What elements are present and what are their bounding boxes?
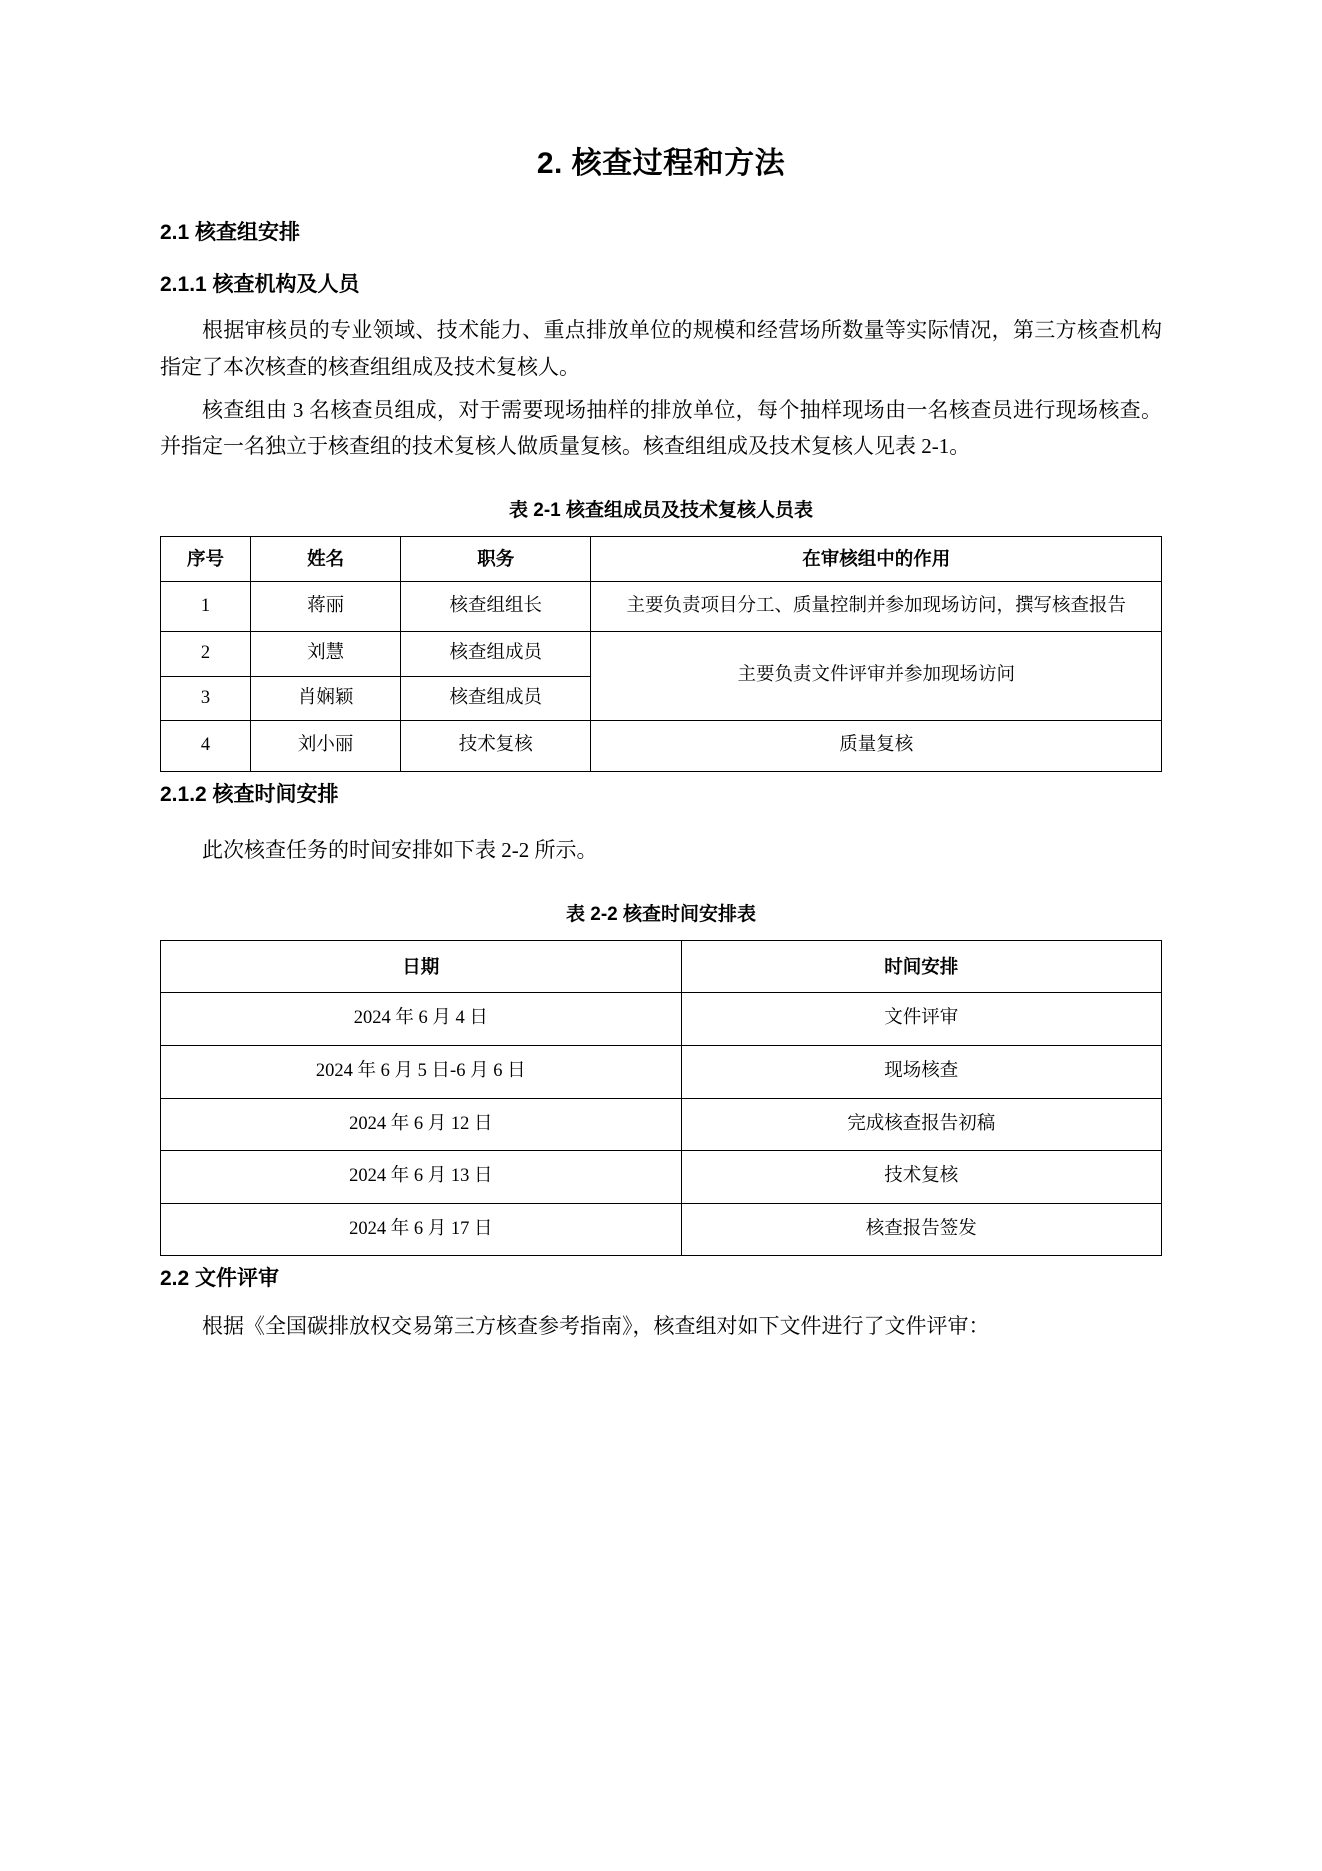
spacer	[160, 822, 1162, 832]
cell-arrangement: 文件评审	[681, 993, 1161, 1046]
cell-date: 2024 年 6 月 13 日	[161, 1151, 682, 1204]
th-arrangement: 时间安排	[681, 940, 1161, 993]
section-heading-2-1: 2.1 核查组安排	[160, 221, 301, 244]
audit-team-table	[160, 536, 1162, 772]
cell-arrangement: 完成核查报告初稿	[681, 1098, 1161, 1151]
th-role: 在审核组中的作用	[591, 537, 1162, 582]
table-row	[161, 1045, 1162, 1098]
table-row	[161, 1151, 1162, 1204]
paragraph-2-1-1-b: 核查组由 3 名核查员组成，对于需要现场抽样的排放单位，每个抽样现场由一名核查员进行现场核查。并指定一名独立于核查组的技术复核人做质量复核。核查组组成及技术复核人见表 2-1。	[160, 397, 1162, 459]
table-row	[161, 1203, 1162, 1256]
cell-date: 2024 年 6 月 17 日	[161, 1203, 682, 1256]
paragraph-2-1-2-a: 此次核查任务的时间安排如下表 2-2 所示。	[202, 837, 598, 862]
table-row	[161, 632, 1162, 677]
cell-no: 4	[161, 721, 251, 772]
cell-position: 技术复核	[401, 721, 591, 772]
cell-position: 核查组成员	[401, 676, 591, 721]
cell-date: 2024 年 6 月 4 日	[161, 993, 682, 1046]
cell-name: 刘小丽	[251, 721, 401, 772]
cell-role: 质量复核	[591, 721, 1162, 772]
th-date: 日期	[161, 940, 682, 993]
paragraph-2-1-1-a: 根据审核员的专业领域、技术能力、重点排放单位的规模和经营场所数量等实际情况，第三方核查机构指定了本次核查的核查组组成及技术复核人。	[160, 318, 1162, 379]
th-position: 职务	[401, 537, 591, 582]
section-heading-2-2: 2.2 文件评审	[160, 1267, 280, 1291]
table-header-row	[161, 940, 1162, 993]
table-row	[161, 1098, 1162, 1151]
table-row	[161, 581, 1162, 632]
cell-no: 3	[161, 676, 251, 721]
table-row	[161, 721, 1162, 772]
cell-no: 1	[161, 581, 251, 632]
schedule-table	[160, 940, 1162, 1257]
th-name: 姓名	[251, 537, 401, 582]
cell-date: 2024 年 6 月 5 日-6 月 6 日	[161, 1045, 682, 1098]
table-caption-2-2: 表 2-2 核查时间安排表	[565, 903, 757, 925]
section-heading-2-1-2: 2.1.2 核查时间安排	[160, 782, 339, 806]
cell-position: 核查组组长	[401, 581, 591, 632]
cell-arrangement: 现场核查	[681, 1045, 1161, 1098]
cell-position: 核查组成员	[401, 632, 591, 677]
paragraph-2-2-a: 根据《全国碳排放权交易第三方核查参考指南》，核查组对如下文件进行了文件评审：	[202, 1314, 990, 1339]
table-caption-2-1: 表 2-1 核查组成员及技术复核人员表	[508, 500, 814, 521]
th-no: 序号	[161, 537, 251, 582]
cell-arrangement: 核查报告签发	[681, 1203, 1161, 1256]
table-row	[161, 993, 1162, 1046]
page-title: 2. 核查过程和方法	[536, 147, 786, 180]
table-header-row	[161, 537, 1162, 582]
section-heading-2-1-1: 2.1.1 核查机构及人员	[160, 273, 360, 296]
cell-role: 主要负责文件评审并参加现场访问	[591, 632, 1162, 721]
cell-name: 肖娴颖	[251, 676, 401, 721]
cell-arrangement: 技术复核	[681, 1151, 1161, 1204]
cell-date: 2024 年 6 月 12 日	[161, 1098, 682, 1151]
cell-no: 2	[161, 632, 251, 677]
cell-role: 主要负责项目分工、质量控制并参加现场访问，撰写核查报告	[591, 581, 1162, 632]
cell-name: 刘慧	[251, 632, 401, 677]
cell-name: 蒋丽	[251, 581, 401, 632]
